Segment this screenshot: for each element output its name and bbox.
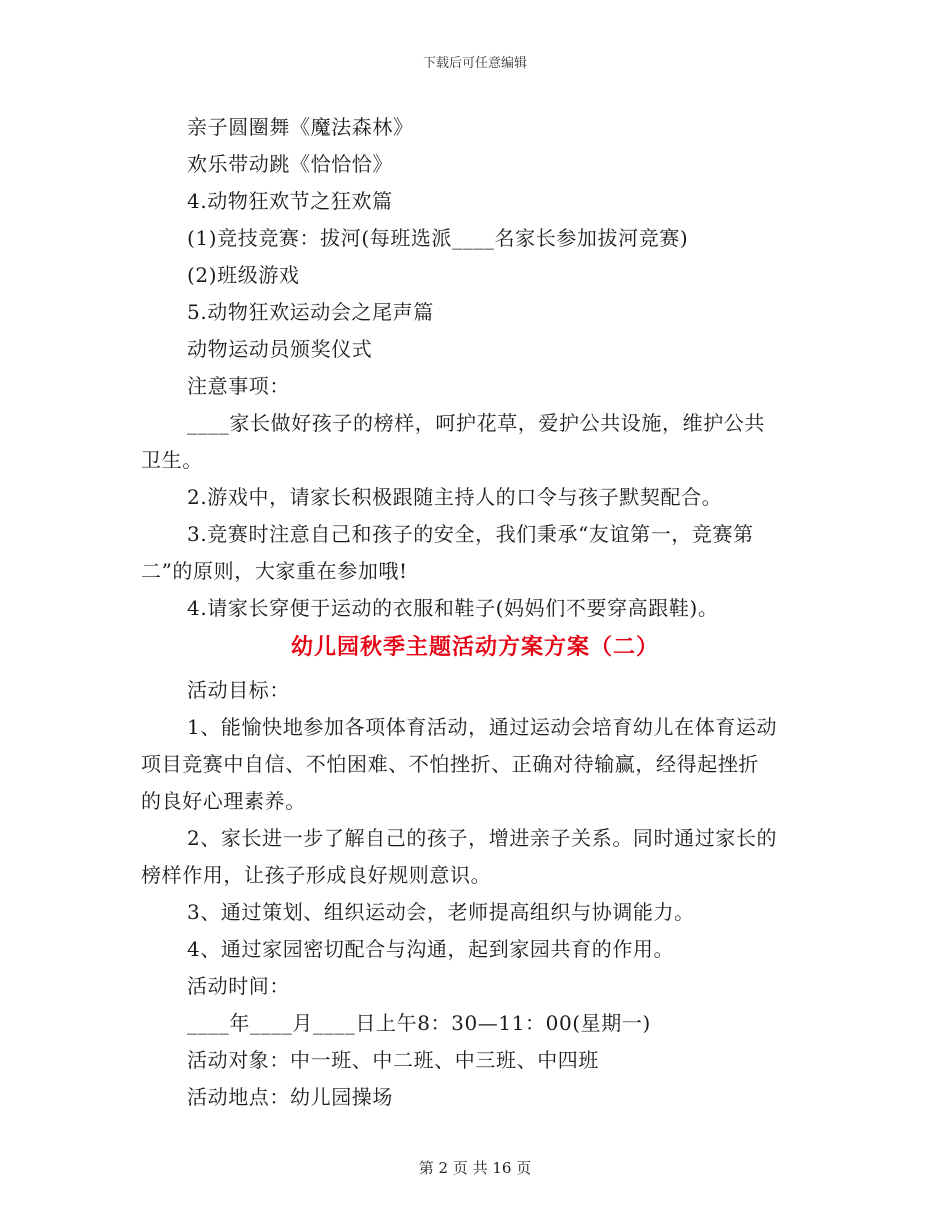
text-line: 2、家长进一步了解自己的孩子，增进亲子关系。同时通过家长的 <box>187 826 778 850</box>
text-line: 的良好心理素养。 <box>141 789 306 813</box>
text-line: 活动对象：中一班、中二班、中三班、中四班 <box>187 1048 599 1072</box>
text-line: (2)班级游戏 <box>187 263 300 287</box>
text-line: 项目竞赛中自信、不怕困难、不怕挫折、正确对待输赢，经得起挫折 <box>141 752 759 776</box>
text-line: 活动时间： <box>187 974 290 998</box>
text-line: (1)竞技竞赛：拔河(每班选派____名家长参加拔河竞赛) <box>187 226 689 250</box>
text-line: 2.游戏中，请家长积极跟随主持人的口令与孩子默契配合。 <box>187 485 723 509</box>
text-line: 榜样作用，让孩子形成良好规则意识。 <box>141 863 492 887</box>
text-line: ____年____月____日上午8：30—11：00(星期一) <box>187 1011 651 1035</box>
text-line: 卫生。 <box>141 448 203 472</box>
text-line: 5.动物狂欢运动会之尾声篇 <box>187 300 434 324</box>
text-line: 4.请家长穿便于运动的衣服和鞋子(妈妈们不要穿高跟鞋)。 <box>187 596 719 620</box>
text-line: 3、通过策划、组织运动会，老师提高组织与协调能力。 <box>187 900 695 924</box>
text-line: 活动地点：幼儿园操场 <box>187 1085 393 1109</box>
text-line: 二”的原则，大家重在参加哦! <box>141 559 408 583</box>
text-line: 亲子圆圈舞《魔法森林》 <box>187 115 414 139</box>
page-number: 第 2 页 共 16 页 <box>418 1159 532 1177</box>
text-line: 活动目标： <box>187 678 290 702</box>
text-line: 动物运动员颁奖仪式 <box>187 337 373 361</box>
text-line: ____家长做好孩子的榜样，呵护花草，爱护公共设施，维护公共 <box>187 411 765 435</box>
text-line: 4.动物狂欢节之狂欢篇 <box>187 189 393 213</box>
text-line: 注意事项： <box>187 374 290 398</box>
page-header-note: 下载后可任意编辑 <box>422 56 527 71</box>
text-line: 1、能愉快地参加各项体育活动，通过运动会培育幼儿在体育运动 <box>187 715 778 739</box>
text-line: 3.竞赛时注意自己和孩子的安全，我们秉承“友谊第一，竞赛第 <box>187 522 754 546</box>
section-title: 幼儿园秋季主题活动方案方案（二） <box>290 635 659 660</box>
text-line: 欢乐带动跳《恰恰恰》 <box>187 152 393 176</box>
text-line: 4、通过家园密切配合与沟通，起到家园共育的作用。 <box>187 937 675 961</box>
